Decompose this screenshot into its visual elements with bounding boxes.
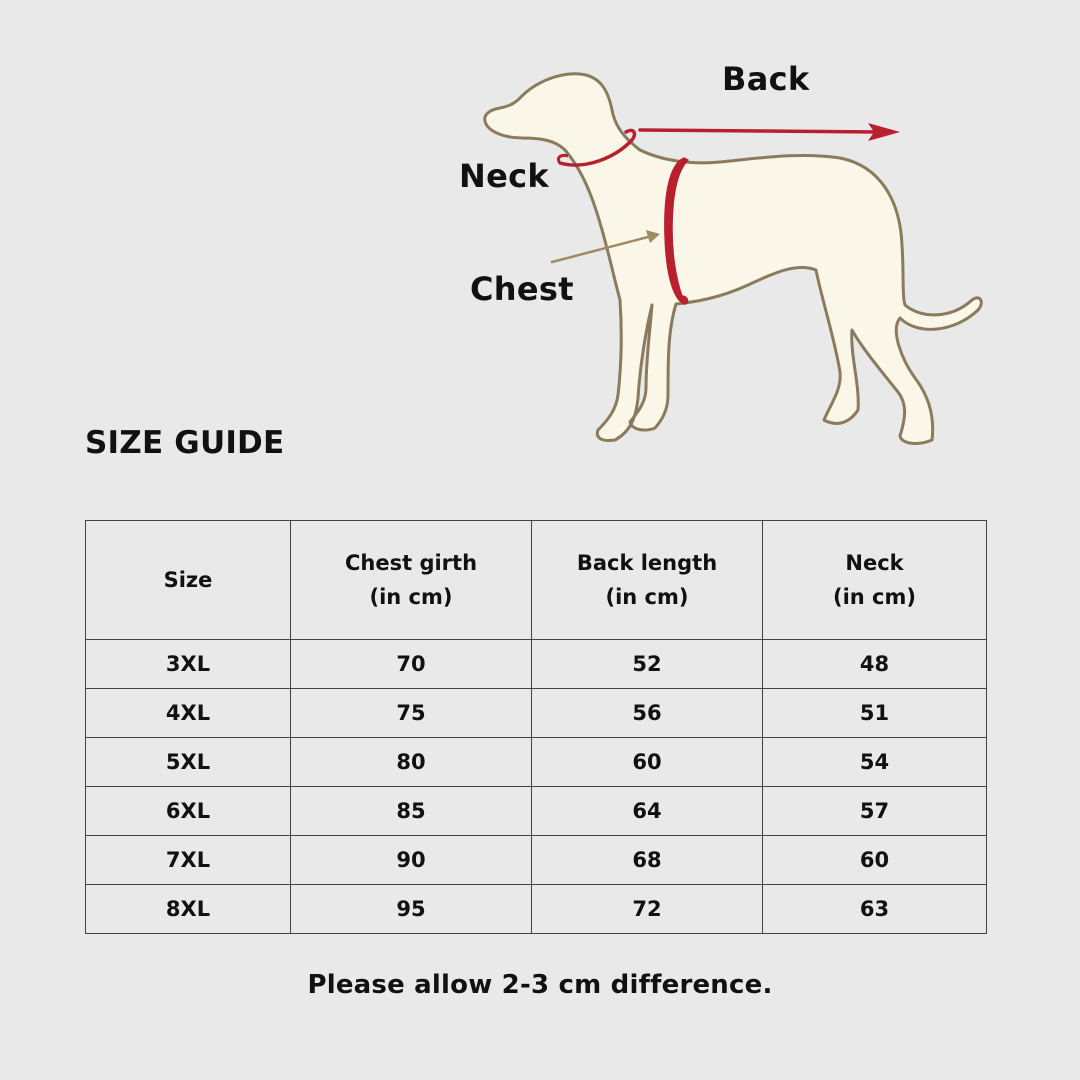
- cell-size: 4XL: [86, 689, 291, 738]
- header-size: [86, 521, 291, 640]
- cell-neck: 63: [763, 885, 987, 934]
- back-measure-line: [640, 130, 880, 132]
- cell-chest-girth: 70: [291, 640, 532, 689]
- cell-chest-girth: 90: [291, 836, 532, 885]
- header-neck-unit: (in cm): [833, 585, 916, 609]
- cell-size: 3XL: [86, 640, 291, 689]
- cell-size: 6XL: [86, 787, 291, 836]
- cell-back-length: 56: [532, 689, 763, 738]
- table-header-row: [86, 521, 987, 640]
- cell-neck: 54: [763, 738, 987, 787]
- table-row: [86, 787, 987, 836]
- header-chest-girth-label: Chest girth: [344, 551, 478, 575]
- cell-back-length: 52: [532, 640, 763, 689]
- header-size-label: Size: [163, 568, 213, 592]
- cell-chest-girth: 85: [291, 787, 532, 836]
- table-row: [86, 836, 987, 885]
- cell-back-length: 64: [532, 787, 763, 836]
- table-row: [86, 640, 987, 689]
- cell-chest-girth: 75: [291, 689, 532, 738]
- cell-neck: 60: [763, 836, 987, 885]
- cell-back-length: 72: [532, 885, 763, 934]
- back-label: Back: [722, 60, 810, 98]
- table-row: [86, 885, 987, 934]
- table-row: [86, 689, 987, 738]
- tolerance-note: Please allow 2-3 cm difference.: [307, 970, 773, 1000]
- cell-neck: 57: [763, 787, 987, 836]
- size-table: [85, 520, 987, 934]
- header-back-length-label: Back length: [576, 551, 718, 575]
- cell-back-length: 68: [532, 836, 763, 885]
- cell-back-length: 60: [532, 738, 763, 787]
- header-chest-girth: [291, 521, 532, 640]
- cell-size: 5XL: [86, 738, 291, 787]
- cell-size: 8XL: [86, 885, 291, 934]
- header-back-length: [532, 521, 763, 640]
- cell-size: 7XL: [86, 836, 291, 885]
- table-row: [86, 738, 987, 787]
- dog-measurement-illustration: [440, 50, 1000, 460]
- cell-neck: 51: [763, 689, 987, 738]
- neck-measure-ring-back: [558, 155, 568, 163]
- size-guide-title: SIZE GUIDE: [85, 425, 285, 461]
- header-chest-girth-unit: (in cm): [369, 585, 453, 609]
- cell-neck: 48: [763, 640, 987, 689]
- neck-label: Neck: [459, 157, 549, 195]
- chest-label: Chest: [470, 270, 574, 308]
- cell-chest-girth: 80: [291, 738, 532, 787]
- header-back-length-unit: (in cm): [605, 585, 689, 609]
- header-neck-label: Neck: [845, 551, 904, 575]
- cell-chest-girth: 95: [291, 885, 532, 934]
- header-neck: [763, 521, 987, 640]
